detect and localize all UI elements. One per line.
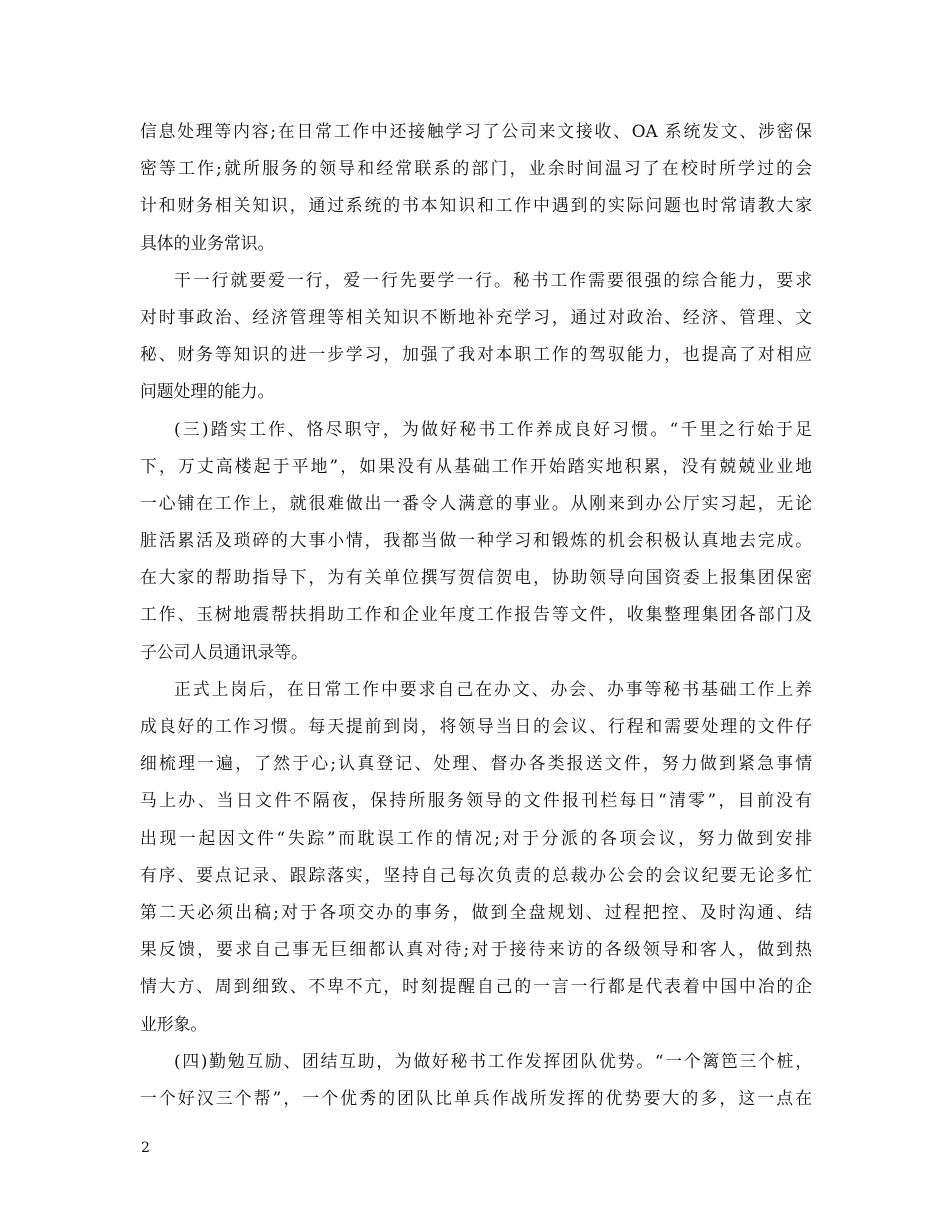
body-text-line: 果反馈，要求自己事无巨细都认真对待;对于接待来访的各级领导和客人，做到热 [140,939,812,960]
body-text-line: 具体的业务常识。 [140,232,275,253]
body-text-line: 对时事政治、经济管理等相关知识不断地补充学习，通过对政治、经济、管理、文 [140,306,812,327]
body-text-line: 子公司人员通讯录等。 [140,641,308,662]
body-text-line: 细梳理一遍，了然于心;认真登记、处理、督办各类报送文件，努力做到紧急事情 [140,753,812,774]
document-body [140,113,812,1117]
body-text-line: 计和财务相关知识，通过系统的书本知识和工作中遇到的实际问题也时常请教大家 [140,195,812,216]
body-text-line: (四)勤勉互励、团结互助，为做好秘书工作发挥团队优势。“一个篱笆三个桩， [174,1050,812,1071]
body-text-line: 密等工作;就所服务的领导和经常联系的部门，业余时间温习了在校时所学过的会 [140,158,812,179]
body-text-line: 情大方、周到细致、不卑不亢，时刻提醒自己的一言一行都是代表着中国中冶的企 [140,976,812,997]
body-text-line: 信息处理等内容;在日常工作中还接触学习了公司来文接收、OA 系统发文、涉密保 [140,121,812,141]
body-text-line: 马上办、当日文件不隔夜，保持所服务领导的文件报刊栏每日“清零”，目前没有 [140,790,812,811]
body-text-line: 出现一起因文件“失踪”而耽误工作的情况;对于分派的各项会议，努力做到安排 [140,827,812,848]
page-number: 2 [141,1140,150,1156]
body-text-line: 工作、玉树地震帮扶捐助工作和企业年度工作报告等文件，收集整理集团各部门及 [140,604,812,625]
body-text-line: 正式上岗后，在日常工作中要求自己在办文、办会、办事等秘书基础工作上养 [174,678,812,699]
body-text-line: 问题处理的能力。 [140,381,275,402]
body-text-line: 有序、要点记录、跟踪落实，坚持自己每次负责的总裁办公会的会议纪要无论多忙 [140,864,812,885]
body-text-line: 第二天必须出稿;对于各项交办的事务，做到全盘规划、过程把控、及时沟通、结 [140,901,812,922]
body-text-line: 干一行就要爱一行，爱一行先要学一行。秘书工作需要很强的综合能力，要求 [174,269,812,290]
body-text-line: 成良好的工作习惯。每天提前到岗，将领导当日的会议、行程和需要处理的文件仔 [140,716,812,736]
body-text-line: 秘、财务等知识的进一步学习，加强了我对本职工作的驾驭能力，也提高了对相应 [140,344,812,365]
body-text-line: 一心铺在工作上，就很难做出一番令人满意的事业。从刚来到办公厅实习起，无论 [140,492,812,513]
body-text-line: 下，万丈高楼起于平地”，如果没有从基础工作开始踏实地积累，没有兢兢业业地 [140,455,812,476]
body-text-line: 一个好汉三个帮”，一个优秀的团队比单兵作战所发挥的优势要大的多，这一点在 [140,1087,812,1108]
body-text-line: 在大家的帮助指导下，为有关单位撰写贺信贺电，协助领导向国资委上报集团保密 [140,567,812,588]
body-text-line: (三)踏实工作、恪尽职守，为做好秘书工作养成良好习惯。“千里之行始于足 [174,418,812,439]
body-text-line: 脏活累活及琐碎的大事小情，我都当做一种学习和锻炼的机会积极认真地去完成。 [140,530,812,551]
body-text-line: 业形象。 [140,1013,208,1034]
